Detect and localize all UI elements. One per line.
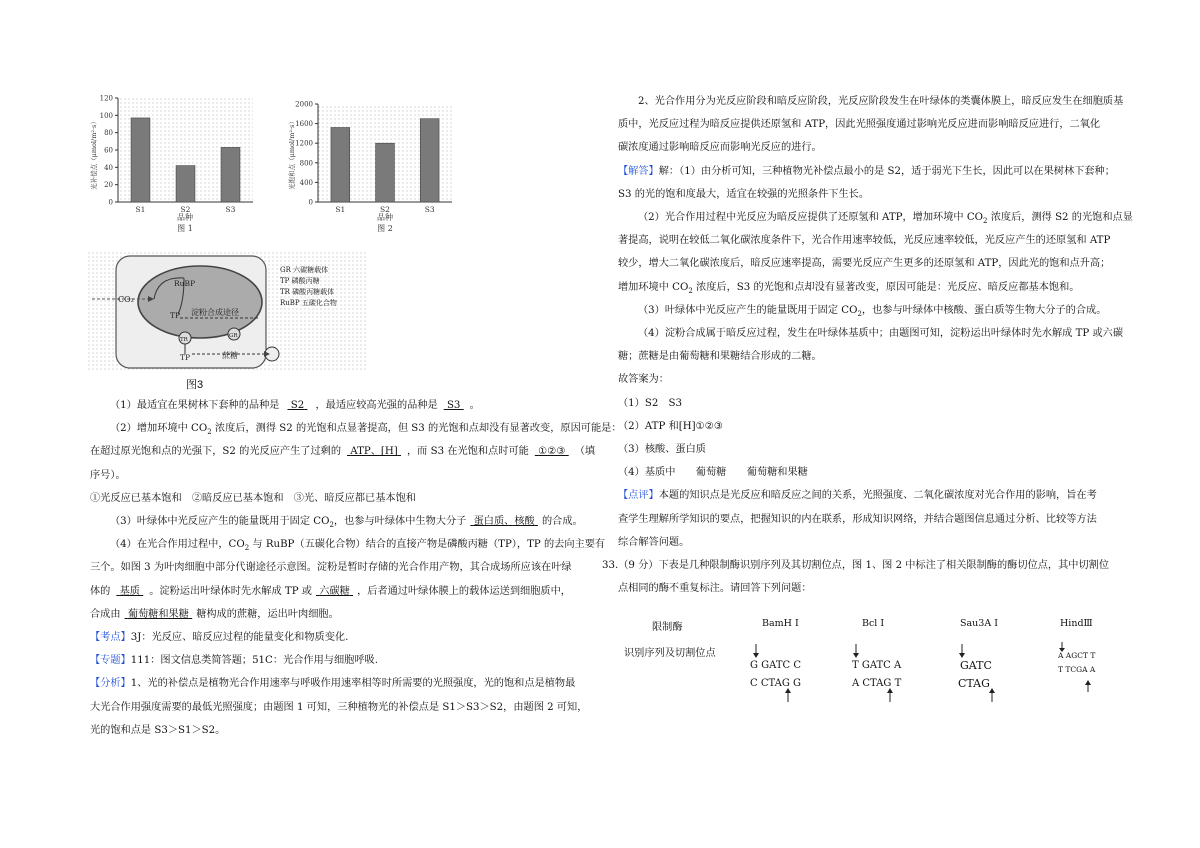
jieda-line-2: S3 的光的饱和度最大，适宜在较强的光照条件下生长。 (618, 188, 870, 200)
question-4-line-4: 合成由 葡萄糖和果糖 糖构成的蔗糖，运出叶肉细胞。 (90, 608, 339, 620)
jieda-line-8: （4）淀粉合成属于暗反应过程，发生在叶绿体基质中；由题图可知，淀粉运出叶绿体时先水解成 TP 或六碳 (638, 328, 1124, 340)
x-tick-label: S2 (180, 205, 191, 214)
analysis-2: 2、光合作用分为光反应阶段和暗反应阶段，光反应阶段发生在叶绿体的类囊体膜上，暗反应发生在细胞质基 (638, 96, 1124, 107)
enzyme-table (622, 610, 1132, 710)
jieda-line-4: 著提高，说明在较低二氧化碳浓度条件下，光合作用速率较低，光反应速率较低，光反应产生的还原氢和 ATP (618, 235, 1111, 247)
fenxi-line-2: 大光合作用强度需要的最低光照强度；由题图 1 可知，三种植物光的补偿点是 S1＞S3＞S2，由题图 2 可知， (90, 701, 588, 713)
y-tick-label: 100 (99, 111, 113, 120)
question-4-line-3: 体的 基质 。淀粉运出叶绿体时先水解成 TP 或 六碳糖 ，后者通过叶绿体膜上的载体运送到细胞质中， (90, 585, 571, 597)
chloroplast (138, 266, 262, 338)
sequence-top: T GATC A (852, 660, 902, 671)
answer-1: （1）S2 S3 (618, 397, 682, 409)
figure-3-diagram (88, 252, 368, 392)
x-tick-label: S3 (424, 205, 435, 214)
jieda: 【解答】解：（1）由分析可知，三种植物光补偿点最小的是 S2，适于弱光下生长，因此可以在果树林下套种； (618, 165, 1115, 177)
question-2-end: 序号）。 (90, 469, 126, 481)
sequence-top: G GATC C (750, 660, 801, 671)
tp-outer-label: TP (180, 353, 191, 362)
x-tick-label: S2 (380, 205, 390, 214)
question-33: 33.（9 分）下表是几种限制酶识别序列及其切割位点，图 1、图 2 中标注了相关限制酶的酶切位点，其中切割位 (602, 560, 1110, 572)
right-column (602, 90, 1133, 600)
x-tick-label: S1 (135, 205, 146, 214)
starch-pathway-label: 淀粉合成途径 (191, 308, 239, 317)
tr-label: TR (180, 337, 188, 343)
enzyme-header-label: 限制酶 (652, 622, 683, 633)
question-4: （4）在光合作用过程中，$CO_2$ 与 RuBP（五碳化合物）结合的直接产物是磷酸丙糖（TP），TP 的去向主要有 (110, 539, 606, 553)
fig1-bar-s3 (221, 147, 240, 202)
analysis-2-line-2: 质中，光反应过程为暗反应提供还原氢和 ATP，因此光照强度通过影响光反应进而影响暗反应进行，二氧化 (618, 119, 1101, 131)
question-3: （3）叶绿体中光反应产生的能量既用于固定 $CO_2$，也参与叶绿体中生物大分子 蛋白质、核酸 的合成。 (110, 516, 583, 530)
co2-label: CO₂ (118, 295, 134, 304)
answer-2: （2）ATP 和[H]①②③ (618, 420, 723, 432)
answer-3: （3）核酸、蛋白质 (618, 444, 706, 456)
figure-1-xlabel: 品种 (177, 213, 193, 222)
jieda-line-7: （3）叶绿体中光反应产生的能量既用于固定 $CO_2$，也参与叶绿体中核酸、蛋白质等生物大分子的合成。 (638, 304, 1107, 318)
y-tick-label: 120 (99, 94, 113, 103)
figure-3-caption: 图3 (186, 379, 204, 391)
x-tick-label: S1 (335, 205, 346, 214)
fenxi: 【分析】1、光的补偿点是植物光合作用速率与呼吸作用速率相等时所需要的光照强度，光的饱和点是植物最 (90, 678, 576, 690)
question-1: （1）最适宜在果树林下套种的品种是 S2 ，最适应较高光强的品种是 S3 。 (110, 400, 480, 411)
y-tick-label: 0 (308, 198, 313, 207)
sequence-hindiii (1058, 640, 1128, 700)
figure-2-ylabel: 光饱和点（μmol/m²·s） (288, 118, 296, 190)
answer-title: 故答案为： (618, 374, 669, 386)
fig2-bar-s3 (420, 119, 439, 202)
y-tick-label: 1200 (295, 139, 313, 148)
fig1-bar-s2 (176, 166, 195, 202)
sequence-top: A AGCT T (1058, 651, 1096, 660)
sequence-bottom: C CTAG G (750, 678, 801, 689)
zhuanti: 【专题】111：图文信息类简答题；51C：光合作用与细胞呼吸. (90, 655, 378, 667)
figure-1-caption: 图 1 (177, 224, 193, 233)
y-tick-label: 1600 (295, 120, 313, 129)
figure-1-bar-chart (88, 94, 258, 234)
legend-item: GR 六碳糖载体 (280, 266, 329, 274)
question-4-line-2: 三个。如图 3 为叶肉细胞中部分代谢途径示意图。淀粉是暂时存储的光合作用产物，其合成场所应该在叶绿 (90, 562, 572, 574)
y-tick-label: 80 (104, 129, 113, 138)
tp-inner-label: TP (170, 311, 181, 320)
legend-item: TP 磷酸丙糖 (280, 277, 320, 285)
jieda-line-9: 糖；蔗糖是由葡萄糖和果糖结合形成的二糖。 (618, 351, 822, 363)
sucrose-label: 蔗糖 (222, 351, 238, 360)
sequence-bottom: A CTAG T (852, 678, 902, 689)
fig2-bar-s1 (331, 128, 350, 202)
dianping-line-3: 综合解答问题。 (618, 536, 690, 548)
enzyme-row-label: 识别序列及切割位点 (624, 648, 716, 659)
enzyme-name-hindiii: HindⅢ (1060, 618, 1093, 629)
enzyme-name-bcli: Bcl Ⅰ (862, 618, 885, 629)
sequence-top: GATC (960, 659, 992, 672)
figure-2-xlabel: 品种 (377, 213, 393, 222)
sequence-bcli (852, 642, 932, 702)
y-tick-label: 20 (104, 181, 113, 190)
analysis-2-line-3: 碳浓度通过影响暗反应而影响光反应的进行。 (618, 142, 822, 154)
sequence-sau3ai (958, 642, 1038, 702)
sequence-bottom: T TCGA A (1058, 665, 1096, 674)
legend-item: TR 磷酸丙糖载体 (280, 288, 335, 296)
sequence-bamhi (750, 642, 830, 702)
sequence-bottom: CTAG (958, 677, 990, 690)
fig2-bar-s2 (376, 143, 395, 202)
kaodian: 【考点】3J：光反应、暗反应过程的能量变化和物质变化. (90, 632, 349, 644)
left-column (90, 394, 622, 742)
dianping: 【点评】本题的知识点是光反应和暗反应之间的关系，光照强度、二氧化碳浓度对光合作用的影响，旨在考 (618, 490, 1097, 502)
y-tick-label: 400 (299, 178, 313, 187)
y-tick-label: 2000 (295, 100, 313, 109)
rubp-label: RuBP (174, 279, 196, 288)
y-tick-label: 60 (104, 146, 113, 155)
answer-4: （4）基质中 葡萄糖 葡萄糖和果糖 (618, 467, 808, 479)
enzyme-name-sau3ai: Sau3A Ⅰ (960, 618, 998, 629)
question-33-line-2: 点相同的酶不重复标注。请回答下列问题： (618, 583, 812, 595)
jieda-line-3: （2）光合作用过程中光反应为暗反应提供了还原氢和 ATP，增加环境中 $CO_2$ 浓度后，测得 S2 的光饱和点显 (638, 212, 1133, 226)
options: ①光反应已基本饱和 ②暗反应已基本饱和 ③光、暗反应都已基本饱和 (90, 492, 416, 504)
legend-item: RuBP 五碳化合物 (280, 299, 337, 307)
fenxi-line-3: 光的饱和点是 S3＞S1＞S2。 (90, 724, 226, 736)
y-tick-label: 800 (299, 159, 313, 168)
jieda-line-6: 增加环境中 $CO_2$ 浓度后，S3 的光饱和点却没有显著改变，原因可能是：光反应、暗反应都基本饱和。 (618, 281, 1080, 295)
question-2: （2）增加环境中 $CO_2$ 浓度后，测得 S2 的光饱和点显著提高，但 S3 的光饱和点却没有显著改变，原因可能是： (110, 423, 622, 437)
jieda-line-5: 较少，增大二氧化碳浓度后，暗反应速率提高，需要光反应产生更多的还原氢和 ATP，因此光的饱和点升高； (618, 258, 1111, 270)
y-tick-label: 40 (104, 163, 113, 172)
enzyme-name-bamhi: BamH Ⅰ (762, 618, 799, 629)
question-2-cont: 在超过原光饱和点的光强下，S2 的光反应产生了过剩的 ATP、[H] ，而 S3 在光饱和点时可能 ①②③ （填 (90, 446, 596, 458)
fig1-bar-s1 (131, 118, 150, 202)
x-tick-label: S3 (225, 205, 236, 214)
dianping-line-2: 查学生理解所学知识的要点，把握知识的内在联系，形成知识网络，并结合题图信息通过分析、比较等方法 (618, 513, 1097, 525)
figure-2-caption: 图 2 (377, 224, 393, 233)
y-tick-label: 0 (108, 198, 113, 207)
gr-label: GR (229, 333, 238, 339)
figure-2-bar-chart (282, 94, 457, 234)
figure-1-ylabel: 光补偿点（μmol/m²·s） (90, 118, 98, 190)
